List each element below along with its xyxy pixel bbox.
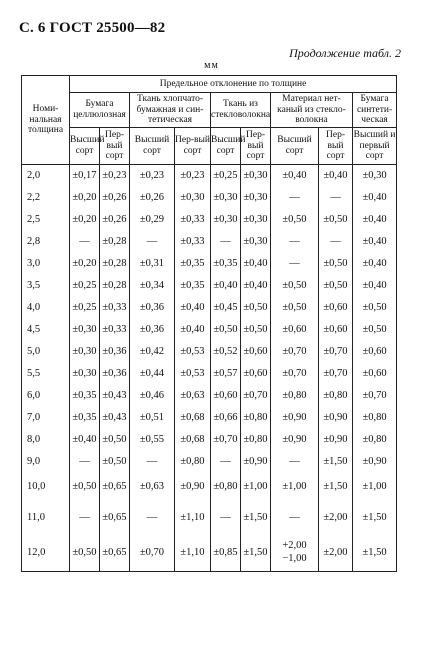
thickness-cell: 2,8 (22, 231, 70, 253)
value-cell: ±0,68 (175, 429, 211, 451)
value-cell: ±0,30 (211, 209, 241, 231)
value-cell: ±0,35 (211, 253, 241, 275)
value-cell: ±0,60 (241, 341, 271, 363)
thickness-cell: 2,5 (22, 209, 70, 231)
value-cell: ±0,90 (353, 451, 397, 473)
value-cell: ±0,80 (241, 429, 271, 451)
thickness-cell: 6,0 (22, 385, 70, 407)
value-cell: ±0,65 (100, 473, 130, 501)
table-row (22, 187, 397, 209)
value-cell: ±0,33 (100, 297, 130, 319)
value-cell: ±0,80 (175, 451, 211, 473)
grade-header-high: Высший сорт (271, 128, 319, 165)
table-row (22, 407, 397, 429)
value-cell: ±0,40 (353, 209, 397, 231)
value-cell: ±0,50 (241, 319, 271, 341)
table-row (22, 209, 397, 231)
value-cell: — (319, 187, 353, 209)
value-cell: ±0,34 (130, 275, 175, 297)
table-row (22, 385, 397, 407)
table-row (22, 473, 397, 501)
value-cell: ±0,26 (100, 209, 130, 231)
value-cell: ±0,40 (353, 275, 397, 297)
thickness-cell: 3,0 (22, 253, 70, 275)
table-row (22, 451, 397, 473)
thickness-cell: 9,0 (22, 451, 70, 473)
value-cell: ±0,33 (100, 319, 130, 341)
value-cell: ±0,40 (271, 165, 319, 188)
grade-header-first: Пер-вый сорт (319, 128, 353, 165)
value-cell: ±0,43 (100, 385, 130, 407)
value-cell: ±0,65 (100, 535, 130, 572)
value-cell: ±0,70 (271, 363, 319, 385)
value-cell: ±0,50 (70, 473, 100, 501)
tolerance-table (21, 75, 397, 572)
material-header-glass-fabric: Ткань из стекловолокна (211, 93, 271, 128)
grade-header-high: Высший сорт (70, 128, 100, 165)
value-cell: ±0,70 (241, 385, 271, 407)
value-cell: ±0,85 (211, 535, 241, 572)
value-cell: ±0,40 (353, 231, 397, 253)
thickness-cell: 4,0 (22, 297, 70, 319)
value-cell: ±0,70 (211, 429, 241, 451)
upper-deviation: +2,00 (282, 540, 307, 552)
value-cell: — (70, 451, 100, 473)
value-cell: ±0,45 (211, 297, 241, 319)
value-cell: ±0,50 (211, 319, 241, 341)
value-cell: ±0,35 (70, 407, 100, 429)
table-row (22, 341, 397, 363)
value-cell: ±1,50 (353, 535, 397, 572)
value-cell: ±0,90 (175, 473, 211, 501)
value-cell: ±0,28 (100, 253, 130, 275)
value-cell: ±0,60 (319, 297, 353, 319)
value-cell: ±0,50 (271, 209, 319, 231)
material-header-synthetic-paper: Бумага синтети-ческая (353, 93, 397, 128)
value-cell: ±0,50 (319, 253, 353, 275)
value-cell: — (211, 501, 241, 535)
value-cell: ±1,50 (353, 501, 397, 535)
table-row (22, 319, 397, 341)
nominal-thickness-header: Номи-нальная толщина (22, 76, 70, 165)
value-cell: ±0,33 (175, 209, 211, 231)
value-cell: ±0,50 (319, 209, 353, 231)
value-cell: ±0,40 (241, 275, 271, 297)
table-row (22, 501, 397, 535)
thickness-cell: 4,5 (22, 319, 70, 341)
grade-header-high: Высший сорт (130, 128, 175, 165)
value-cell: ±0,50 (353, 297, 397, 319)
value-cell: — (130, 451, 175, 473)
grade-header-first: Пер-вый сорт (241, 128, 271, 165)
value-cell: — (70, 501, 100, 535)
value-cell: ±0,20 (70, 253, 100, 275)
value-cell: ±0,68 (175, 407, 211, 429)
value-cell: — (271, 253, 319, 275)
thickness-cell: 12,0 (22, 535, 70, 572)
value-cell: ±0,70 (353, 385, 397, 407)
value-cell: ±0,43 (100, 407, 130, 429)
value-cell: ±0,40 (319, 165, 353, 188)
value-cell: ±0,29 (130, 209, 175, 231)
material-header-cellulose-paper: Бумага целлюлозная (70, 93, 130, 128)
value-cell: ±0,30 (70, 341, 100, 363)
value-cell: ±0,90 (271, 429, 319, 451)
value-cell: ±0,90 (319, 407, 353, 429)
value-cell: ±0,30 (70, 319, 100, 341)
value-cell: ±0,70 (271, 341, 319, 363)
value-cell: ±0,25 (70, 275, 100, 297)
page-header: С. 6 ГОСТ 25500—82 (19, 20, 166, 36)
value-cell: ±0,60 (271, 319, 319, 341)
value-cell: — (70, 231, 100, 253)
thickness-cell: 8,0 (22, 429, 70, 451)
value-cell: ±0,25 (211, 165, 241, 188)
value-cell: ±0,57 (211, 363, 241, 385)
material-header-cotton-synthetic-fabric: Ткань хлопчато-бумажная и син-тетическая (130, 93, 211, 128)
value-cell: ±0,70 (319, 341, 353, 363)
value-cell: — (271, 231, 319, 253)
value-cell: ±0,28 (100, 231, 130, 253)
value-cell: ±1,00 (271, 473, 319, 501)
value-cell: ±1,10 (175, 501, 211, 535)
value-cell: ±0,30 (211, 187, 241, 209)
value-cell: ±0,80 (319, 385, 353, 407)
value-cell: ±0,30 (241, 187, 271, 209)
value-cell: ±0,40 (211, 275, 241, 297)
value-cell: ±0,33 (175, 231, 211, 253)
value-cell: ±0,53 (175, 341, 211, 363)
value-cell: ±0,36 (130, 319, 175, 341)
value-cell: ±0,31 (130, 253, 175, 275)
value-cell: — (211, 451, 241, 473)
value-cell: ±0,20 (70, 209, 100, 231)
value-cell: ±0,20 (70, 187, 100, 209)
value-cell: ±0,30 (241, 231, 271, 253)
value-cell: ±0,40 (241, 253, 271, 275)
value-cell: ±0,80 (353, 407, 397, 429)
value-cell: ±1,50 (319, 451, 353, 473)
value-cell-asymmetric (271, 535, 319, 572)
value-cell: ±0,46 (130, 385, 175, 407)
value-cell: ±0,23 (130, 165, 175, 188)
value-cell: ±0,50 (241, 297, 271, 319)
value-cell: ±0,30 (353, 165, 397, 188)
value-cell: ±0,40 (353, 187, 397, 209)
value-cell: ±1,50 (241, 501, 271, 535)
value-cell: ±0,40 (175, 297, 211, 319)
grade-header-high-and-first: Высший и первый сорт (353, 128, 397, 165)
value-cell: ±0,63 (175, 385, 211, 407)
value-cell: ±0,60 (211, 385, 241, 407)
value-cell: ±0,30 (175, 187, 211, 209)
value-cell: ±0,36 (100, 341, 130, 363)
lower-deviation: −1,00 (282, 553, 307, 564)
value-cell: ±1,50 (241, 535, 271, 572)
value-cell: ±0,80 (241, 407, 271, 429)
value-cell: ±0,90 (319, 429, 353, 451)
units-label: мм (204, 60, 219, 71)
value-cell: ±0,60 (353, 363, 397, 385)
table-row (22, 363, 397, 385)
value-cell: ±0,90 (271, 407, 319, 429)
value-cell: ±0,40 (70, 429, 100, 451)
value-cell: ±0,42 (130, 341, 175, 363)
value-cell: ±0,80 (271, 385, 319, 407)
value-cell: ±0,30 (241, 165, 271, 188)
thickness-cell: 3,5 (22, 275, 70, 297)
value-cell: ±0,66 (211, 407, 241, 429)
table-row (22, 253, 397, 275)
table-row (22, 165, 397, 188)
thickness-cell: 11,0 (22, 501, 70, 535)
table-row (22, 297, 397, 319)
value-cell: ±0,50 (319, 275, 353, 297)
value-cell: ±2,00 (319, 535, 353, 572)
value-cell: ±1,00 (241, 473, 271, 501)
thickness-cell: 7,0 (22, 407, 70, 429)
value-cell: ±0,80 (211, 473, 241, 501)
table-row (22, 275, 397, 297)
value-cell: ±0,50 (271, 275, 319, 297)
deviation-header: Предельное отклонение по толщине (70, 76, 397, 93)
value-cell: — (271, 501, 319, 535)
material-header-glass-nonwoven: Материал нет-каный из стекло-волокна (271, 93, 353, 128)
value-cell: ±0,23 (100, 165, 130, 188)
value-cell: ±0,35 (175, 275, 211, 297)
value-cell: ±0,50 (353, 319, 397, 341)
value-cell: ±0,26 (100, 187, 130, 209)
value-cell: ±0,23 (175, 165, 211, 188)
thickness-cell: 2,0 (22, 165, 70, 188)
value-cell: ±0,40 (175, 319, 211, 341)
value-cell: ±0,50 (100, 429, 130, 451)
value-cell: ±0,80 (353, 429, 397, 451)
thickness-cell: 5,0 (22, 341, 70, 363)
value-cell: ±0,50 (271, 297, 319, 319)
value-cell: — (319, 231, 353, 253)
table-continuation-label: Продолжение табл. 2 (289, 46, 401, 60)
value-cell: ±0,35 (175, 253, 211, 275)
value-cell: ±0,60 (319, 319, 353, 341)
grade-header-first: Пер-вый сорт (100, 128, 130, 165)
value-cell: ±0,63 (130, 473, 175, 501)
value-cell: ±0,50 (70, 535, 100, 572)
value-cell: ±0,30 (70, 363, 100, 385)
value-cell: ±0,60 (241, 363, 271, 385)
value-cell: ±0,40 (353, 253, 397, 275)
thickness-cell: 10,0 (22, 473, 70, 501)
value-cell: ±0,70 (130, 535, 175, 572)
value-cell: ±0,70 (319, 363, 353, 385)
value-cell: — (271, 451, 319, 473)
grade-header-first: Пер-вый сорт (175, 128, 211, 165)
value-cell: ±0,35 (70, 385, 100, 407)
thickness-cell: 2,2 (22, 187, 70, 209)
value-cell: ±0,65 (100, 501, 130, 535)
table-row (22, 231, 397, 253)
value-cell: ±0,28 (100, 275, 130, 297)
value-cell: ±1,50 (319, 473, 353, 501)
value-cell: ±0,53 (175, 363, 211, 385)
value-cell: ±0,90 (241, 451, 271, 473)
value-cell: ±0,52 (211, 341, 241, 363)
value-cell: — (211, 231, 241, 253)
value-cell: ±0,26 (130, 187, 175, 209)
value-cell: ±0,50 (100, 451, 130, 473)
value-cell: ±0,60 (353, 341, 397, 363)
value-cell: ±0,30 (241, 209, 271, 231)
value-cell: — (130, 501, 175, 535)
value-cell: ±0,25 (70, 297, 100, 319)
value-cell: ±1,10 (175, 535, 211, 572)
value-cell: ±0,36 (130, 297, 175, 319)
value-cell: — (130, 231, 175, 253)
value-cell: ±2,00 (319, 501, 353, 535)
value-cell: — (271, 187, 319, 209)
table-row (22, 535, 397, 572)
value-cell: ±0,17 (70, 165, 100, 188)
value-cell: ±0,44 (130, 363, 175, 385)
thickness-cell: 5,5 (22, 363, 70, 385)
value-cell: ±0,36 (100, 363, 130, 385)
value-cell: ±0,55 (130, 429, 175, 451)
grade-header-high: Высший сорт (211, 128, 241, 165)
table-row (22, 429, 397, 451)
value-cell: ±0,51 (130, 407, 175, 429)
value-cell: ±1,00 (353, 473, 397, 501)
